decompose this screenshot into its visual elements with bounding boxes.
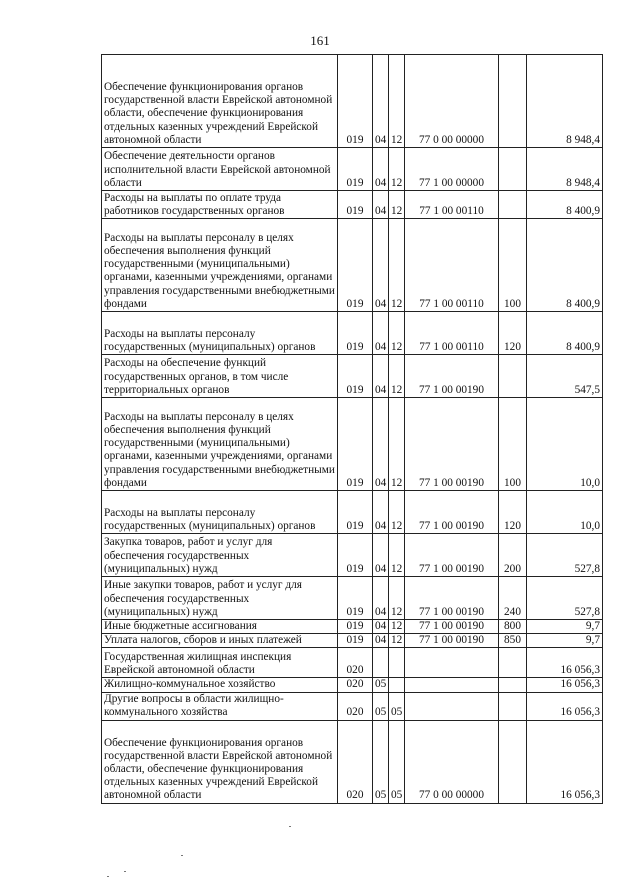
row-amount: 547,5 — [527, 355, 603, 398]
row-target-article-code: 77 1 00 00110 — [405, 312, 499, 355]
row-section-code: 04 — [373, 491, 389, 534]
row-name: Жилищно-коммунальное хозяйство — [102, 678, 338, 692]
row-target-article-code: 77 1 00 00190 — [405, 534, 499, 577]
row-name: Уплата налогов, сборов и иных платежей — [102, 634, 338, 648]
row-target-article-code: 77 1 00 00000 — [405, 148, 499, 191]
row-name: Расходы на выплаты персоналу государственных (муниципальных) органов — [102, 491, 338, 534]
row-expense-type-code: 200 — [499, 534, 527, 577]
row-target-article-code: 77 1 00 00110 — [405, 219, 499, 312]
row-subsection-code: 12 — [389, 398, 405, 491]
row-section-code: 04 — [373, 191, 389, 219]
row-amount: 16 056,3 — [527, 720, 603, 803]
scan-speck — [289, 826, 291, 827]
row-name: Государственная жилищная инспекция Еврейской автономной области — [102, 648, 338, 678]
row-ministry-code: 019 — [338, 148, 373, 191]
row-subsection-code — [389, 678, 405, 692]
row-target-article-code: 77 1 00 00190 — [405, 620, 499, 634]
row-subsection-code: 12 — [389, 620, 405, 634]
row-amount: 8 400,9 — [527, 219, 603, 312]
row-ministry-code: 020 — [338, 678, 373, 692]
row-name: Расходы на выплаты по оплате труда работников государственных органов — [102, 191, 338, 219]
row-ministry-code: 020 — [338, 692, 373, 720]
row-ministry-code: 019 — [338, 219, 373, 312]
row-name: Обеспечение деятельности органов исполнительной власти Еврейской автономной области — [102, 148, 338, 191]
row-expense-type-code: 800 — [499, 620, 527, 634]
row-subsection-code: 12 — [389, 577, 405, 620]
row-amount: 527,8 — [527, 577, 603, 620]
table-row — [102, 534, 603, 577]
row-expense-type-code: 120 — [499, 312, 527, 355]
row-subsection-code: 12 — [389, 355, 405, 398]
row-expense-type-code — [499, 648, 527, 678]
row-expense-type-code: 120 — [499, 491, 527, 534]
table-row — [102, 692, 603, 720]
row-target-article-code: 77 1 00 00190 — [405, 355, 499, 398]
row-amount: 16 056,3 — [527, 648, 603, 678]
row-amount: 10,0 — [527, 398, 603, 491]
row-expense-type-code — [499, 148, 527, 191]
row-name: Иные закупки товаров, работ и услуг для обеспечения государственных (муниципальных) нужд — [102, 577, 338, 620]
budget-table — [101, 54, 603, 804]
row-amount: 527,8 — [527, 534, 603, 577]
table-row — [102, 634, 603, 648]
row-section-code: 04 — [373, 634, 389, 648]
table-row — [102, 620, 603, 634]
row-ministry-code: 019 — [338, 398, 373, 491]
row-ministry-code: 019 — [338, 634, 373, 648]
row-section-code: 04 — [373, 148, 389, 191]
row-section-code: 04 — [373, 312, 389, 355]
row-name: Обеспечение функционирования органов государственной власти Еврейской автономной области, обеспечение функционирования отдельных казенных учреждений Еврейской автономной области — [102, 55, 338, 148]
row-name: Расходы на выплаты персоналу в целях обеспечения выполнения функций государственными (муниципальными) органами, казенными учреждениями, органами управления государственными внебюджетными фондами — [102, 398, 338, 491]
row-target-article-code: 77 1 00 00190 — [405, 491, 499, 534]
row-section-code: 04 — [373, 577, 389, 620]
row-section-code: 04 — [373, 55, 389, 148]
row-subsection-code: 12 — [389, 148, 405, 191]
table-row — [102, 191, 603, 219]
row-amount: 9,7 — [527, 620, 603, 634]
row-section-code: 04 — [373, 355, 389, 398]
row-ministry-code: 019 — [338, 355, 373, 398]
row-expense-type-code: 100 — [499, 398, 527, 491]
row-amount: 8 400,9 — [527, 312, 603, 355]
row-ministry-code: 019 — [338, 577, 373, 620]
row-subsection-code: 12 — [389, 55, 405, 148]
row-section-code: 05 — [373, 720, 389, 803]
row-subsection-code: 05 — [389, 692, 405, 720]
row-amount: 16 056,3 — [527, 678, 603, 692]
row-subsection-code: 05 — [389, 720, 405, 803]
row-target-article-code — [405, 692, 499, 720]
table-row — [102, 648, 603, 678]
row-name: Другие вопросы в области жилищно-коммунального хозяйства — [102, 692, 338, 720]
row-name: Обеспечение функционирования органов государственной власти Еврейской автономной области, обеспечение функционирования отдельных казенных учреждений Еврейской автономной области — [102, 720, 338, 803]
scan-speck — [181, 855, 183, 856]
table-row — [102, 577, 603, 620]
row-section-code: 04 — [373, 620, 389, 634]
row-amount: 8 948,4 — [527, 148, 603, 191]
row-subsection-code: 12 — [389, 534, 405, 577]
table-row — [102, 55, 603, 148]
row-expense-type-code — [499, 191, 527, 219]
table-row — [102, 491, 603, 534]
scan-speck — [124, 871, 126, 872]
row-ministry-code: 019 — [338, 491, 373, 534]
row-expense-type-code — [499, 720, 527, 803]
row-subsection-code — [389, 648, 405, 678]
row-ministry-code: 020 — [338, 648, 373, 678]
row-target-article-code: 77 1 00 00190 — [405, 398, 499, 491]
row-target-article-code — [405, 648, 499, 678]
row-name: Расходы на выплаты персоналу государственных (муниципальных) органов — [102, 312, 338, 355]
row-expense-type-code: 850 — [499, 634, 527, 648]
table-row — [102, 720, 603, 803]
row-section-code — [373, 648, 389, 678]
row-section-code: 04 — [373, 534, 389, 577]
row-amount: 10,0 — [527, 491, 603, 534]
row-amount: 8 400,9 — [527, 191, 603, 219]
row-name: Иные бюджетные ассигнования — [102, 620, 338, 634]
row-amount: 9,7 — [527, 634, 603, 648]
row-ministry-code: 019 — [338, 191, 373, 219]
row-expense-type-code — [499, 692, 527, 720]
row-subsection-code: 12 — [389, 191, 405, 219]
row-ministry-code: 019 — [338, 534, 373, 577]
row-expense-type-code — [499, 355, 527, 398]
row-name: Расходы на выплаты персоналу в целях обеспечения выполнения функций государственными (муниципальными) органами, казенными учреждениями, органами управления государственными внебюджетными фондами — [102, 219, 338, 312]
row-subsection-code: 12 — [389, 634, 405, 648]
row-expense-type-code: 240 — [499, 577, 527, 620]
row-ministry-code: 019 — [338, 312, 373, 355]
table-row — [102, 219, 603, 312]
row-target-article-code: 77 1 00 00190 — [405, 577, 499, 620]
row-expense-type-code — [499, 678, 527, 692]
row-target-article-code — [405, 678, 499, 692]
row-amount: 8 948,4 — [527, 55, 603, 148]
table-row — [102, 398, 603, 491]
row-name: Расходы на обеспечение функций государственных органов, в том числе территориальных органов — [102, 355, 338, 398]
row-subsection-code: 12 — [389, 219, 405, 312]
row-amount: 16 056,3 — [527, 692, 603, 720]
row-name: Закупка товаров, работ и услуг для обеспечения государственных (муниципальных) нужд — [102, 534, 338, 577]
scan-speck — [107, 876, 109, 877]
row-ministry-code: 020 — [338, 720, 373, 803]
row-subsection-code: 12 — [389, 491, 405, 534]
row-ministry-code: 019 — [338, 620, 373, 634]
row-expense-type-code — [499, 55, 527, 148]
row-section-code: 04 — [373, 398, 389, 491]
row-section-code: 05 — [373, 678, 389, 692]
row-target-article-code: 77 0 00 00000 — [405, 55, 499, 148]
table-row — [102, 678, 603, 692]
row-subsection-code: 12 — [389, 312, 405, 355]
page-number: 161 — [310, 33, 330, 48]
row-target-article-code: 77 0 00 00000 — [405, 720, 499, 803]
row-expense-type-code: 100 — [499, 219, 527, 312]
row-section-code: 05 — [373, 692, 389, 720]
row-section-code: 04 — [373, 219, 389, 312]
table-row — [102, 312, 603, 355]
row-target-article-code: 77 1 00 00110 — [405, 191, 499, 219]
table-row — [102, 355, 603, 398]
row-target-article-code: 77 1 00 00190 — [405, 634, 499, 648]
row-ministry-code: 019 — [338, 55, 373, 148]
table-row — [102, 148, 603, 191]
